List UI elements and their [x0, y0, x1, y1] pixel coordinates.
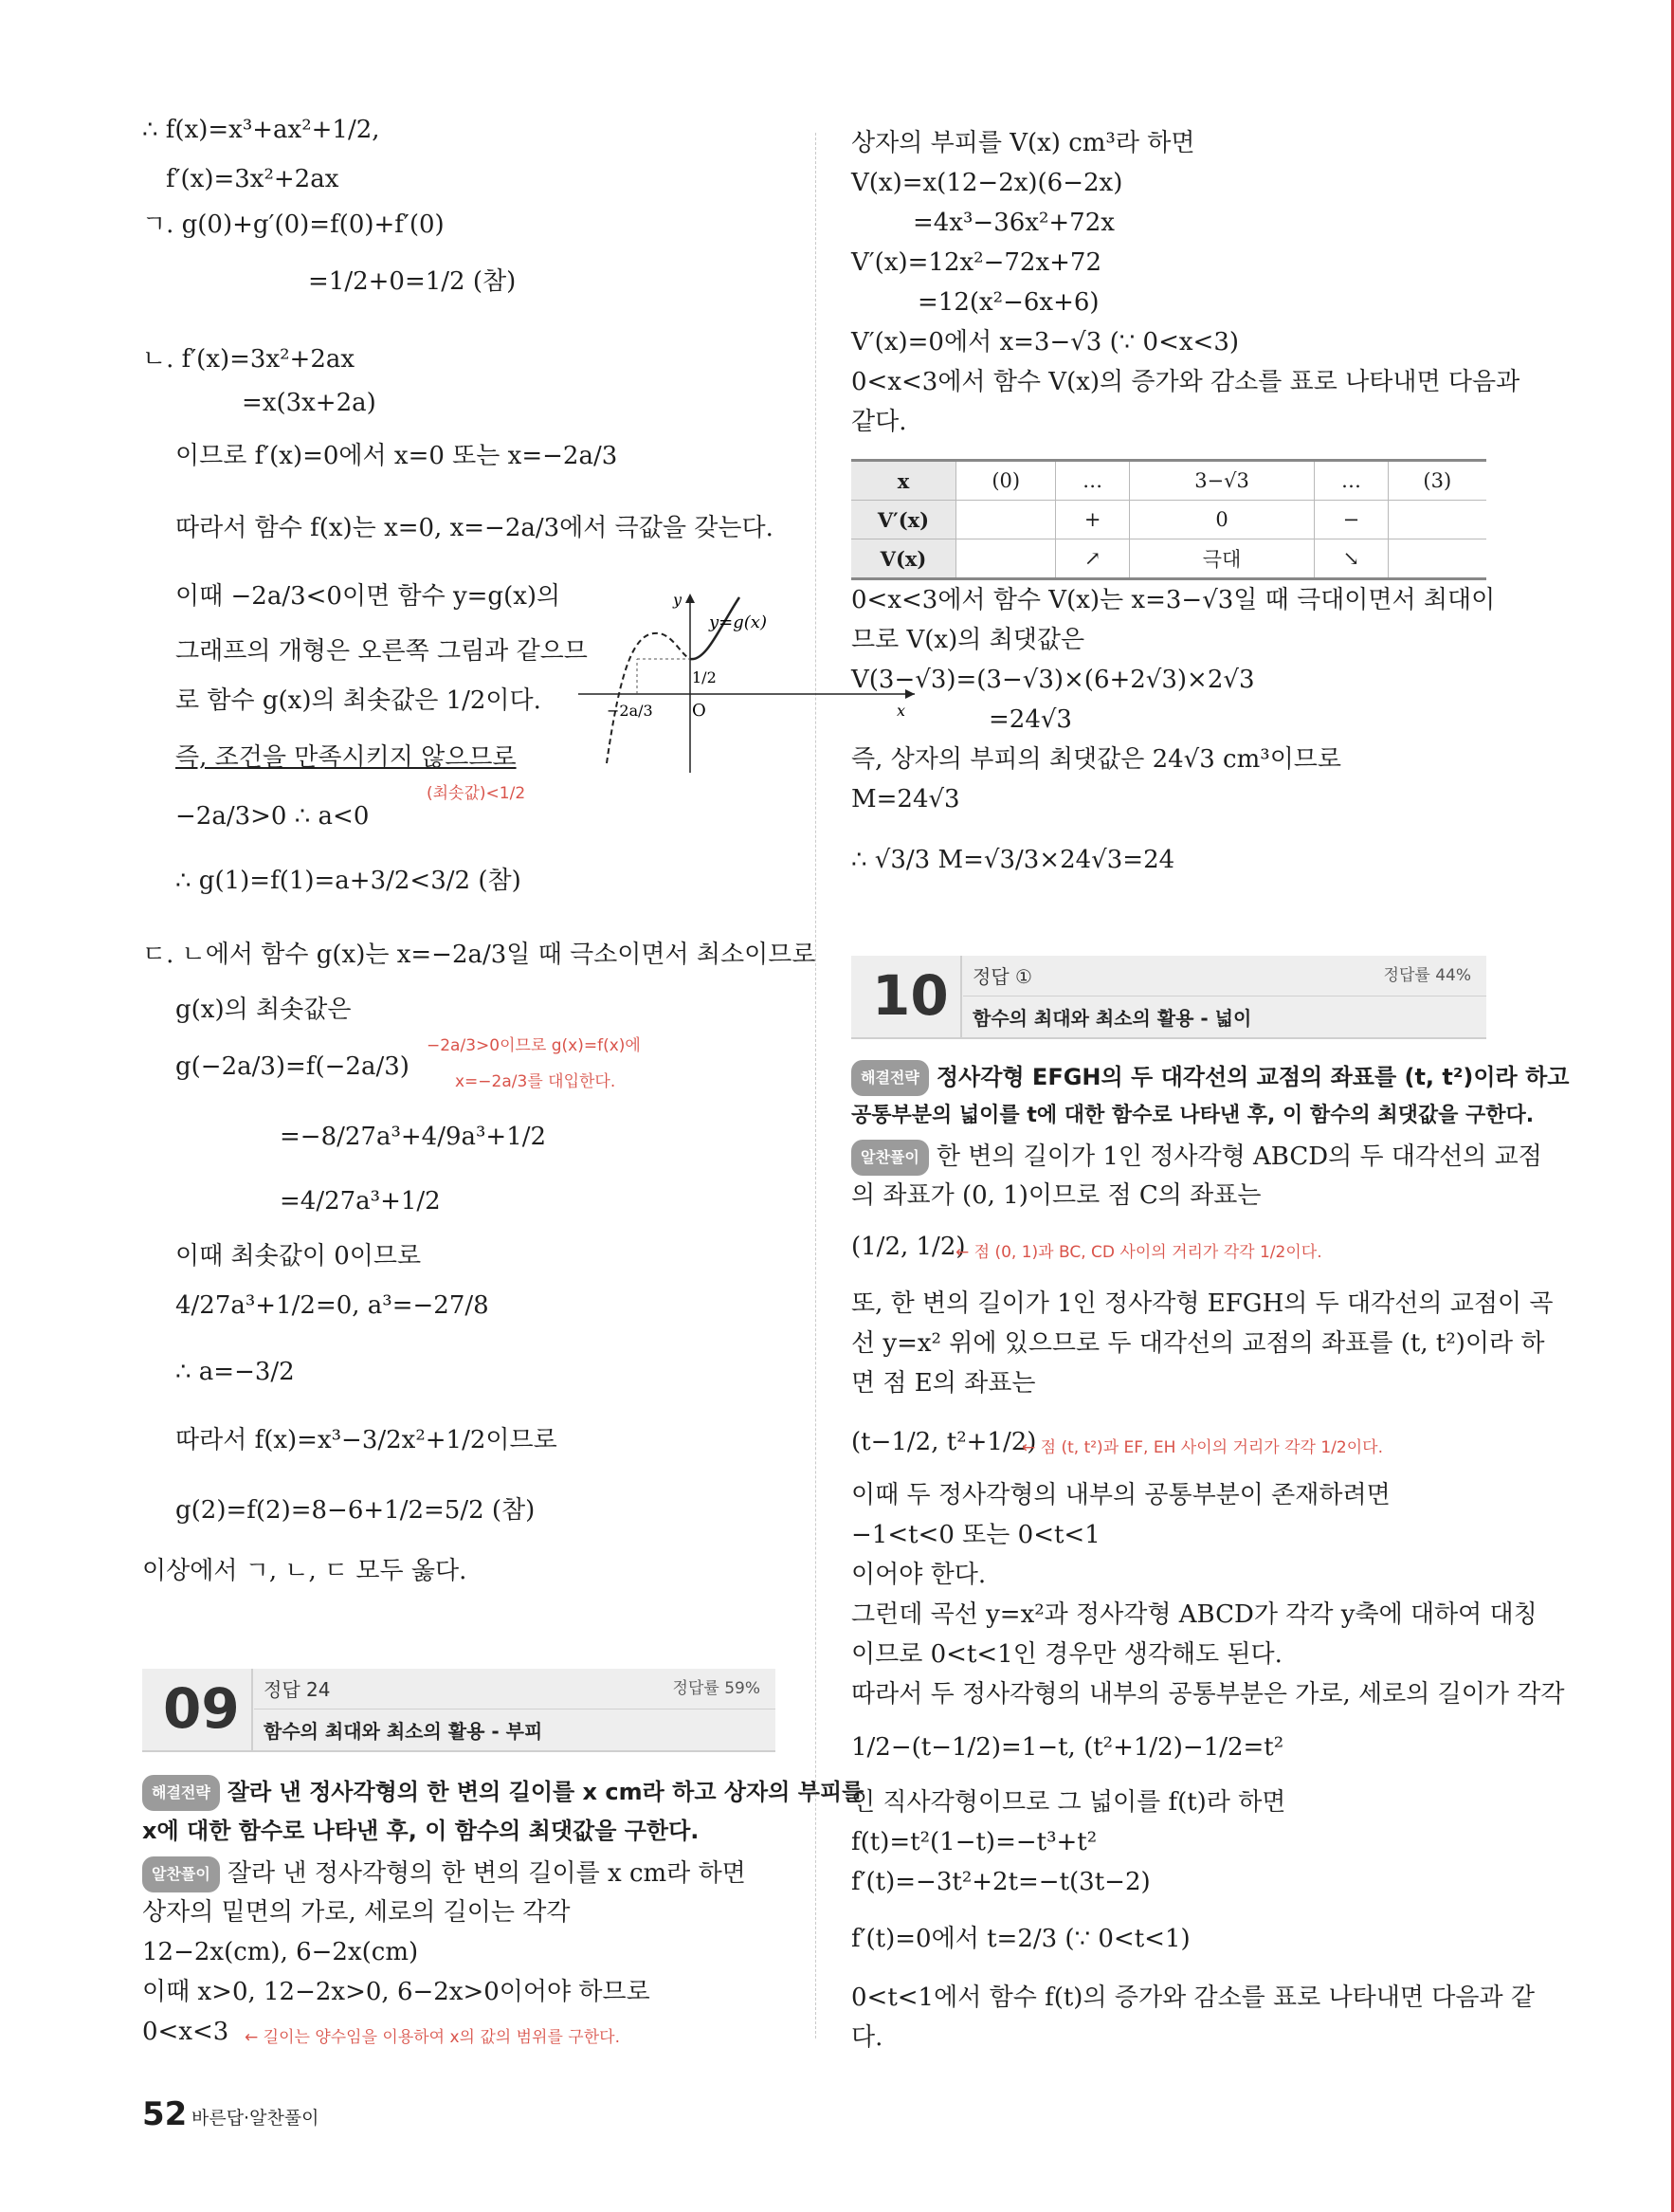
table-cell: ↗	[1056, 539, 1129, 579]
table-cell	[956, 539, 1056, 579]
text-line: 0<x<3에서 함수 V(x)의 증가와 감소를 표로 나타내면 다음과	[851, 368, 1520, 396]
table-cell: …	[1315, 461, 1388, 501]
question-10-header	[851, 956, 1486, 1039]
strategy-line: x에 대한 함수로 나타낸 후, 이 함수의 최댓값을 구한다.	[142, 1818, 700, 1844]
text-line: 즉, 상자의 부피의 최댓값은 24√3 cm³이므로	[851, 745, 1342, 774]
correct-rate: 정답률 59%	[672, 1679, 760, 1698]
text-line: V(x)=x(12−2x)(6−2x)	[851, 169, 1123, 197]
strategy-line: 공통부분의 넓이를 t에 대한 함수로 나타낸 후, 이 함수의 최댓값을 구한다.	[851, 1104, 1535, 1127]
text-line: (1/2, 1/2)	[851, 1233, 966, 1261]
graph-origin-label: O	[692, 701, 706, 721]
text-line: =1/2+0=1/2 (참)	[308, 267, 517, 296]
question-09-header	[142, 1669, 775, 1752]
text-line: 0<t<1에서 함수 f(t)의 증가와 감소를 표로 나타내면 다음과 같	[851, 1983, 1536, 2012]
text-line: M=24√3	[851, 785, 960, 814]
text-line: ∴ f(x)=x³+ax²+1/2,	[142, 116, 380, 144]
text-line: 12−2x(cm), 6−2x(cm)	[142, 1938, 419, 1966]
text-line: =x(3x+2a)	[242, 389, 376, 417]
table-cell	[1388, 501, 1486, 539]
text-line: g(2)=f(2)=8−6+1/2=5/2 (참)	[175, 1496, 536, 1525]
text-line: 이상에서 ㄱ, ㄴ, ㄷ 모두 옳다.	[142, 1557, 467, 1585]
variation-table	[851, 459, 1486, 580]
text-line: 4/27a³+1/2=0, a³=−27/8	[175, 1291, 489, 1320]
text-line: 또, 한 변의 길이가 1인 정사각형 EFGH의 두 대각선의 교점이 곡	[851, 1289, 1554, 1318]
text-line: ∴ √3/3 M=√3/3×24√3=24	[851, 846, 1175, 874]
text-line: 이때 −2a/3<0이면 함수 y=g(x)의	[175, 582, 561, 611]
table-cell	[1388, 539, 1486, 579]
table-cell: 0	[1129, 501, 1315, 539]
graph-curve-label: y=g(x)	[709, 612, 767, 632]
annotation-range: ← 길이는 양수임을 이용하여 x의 값의 범위를 구한다.	[245, 2028, 620, 2047]
text-line: 1/2−(t−1/2)=1−t, (t²+1/2)−1/2=t²	[851, 1733, 1284, 1762]
solution-badge: 알찬풀이	[851, 1140, 929, 1176]
text-line: ㄷ. ㄴ에서 함수 g(x)는 x=−2a/3일 때 극소이면서 최소이므로	[142, 941, 816, 969]
text-line: =−8/27a³+4/9a³+1/2	[280, 1123, 547, 1151]
text-line: 따라서 함수 f(x)는 x=0, x=−2a/3에서 극값을 갖는다.	[175, 514, 773, 542]
text-line: f′(x)=3x²+2ax	[166, 165, 339, 193]
text-line: ㄱ. g(0)+g′(0)=f(0)+f′(0)	[142, 210, 445, 239]
text-line: (t−1/2, t²+1/2)	[851, 1428, 1037, 1456]
text-line: 다.	[851, 2023, 883, 2052]
text-line: 이때 두 정사각형의 내부의 공통부분이 존재하려면	[851, 1481, 1391, 1509]
text-line: f′(t)=−3t²+2t=−t(3t−2)	[851, 1868, 1151, 1896]
solution-line	[851, 1140, 1542, 1176]
solution-line	[142, 1856, 746, 1892]
table-cell: V(x)	[851, 539, 956, 579]
graph-y-label: y	[673, 591, 682, 609]
footer-label: 바른답·알찬풀이	[191, 2108, 319, 2129]
text-line: 이므로 f′(x)=0에서 x=0 또는 x=−2a/3	[175, 442, 618, 470]
text-line: ∴ a=−3/2	[175, 1358, 295, 1386]
graph-neg-label: −2a/3	[607, 702, 653, 720]
graph-x-label: x	[897, 702, 906, 720]
annotation-substitute-2: x=−2a/3를 대입한다.	[455, 1072, 616, 1091]
text-line: 므로 V(x)의 최댓값은	[851, 626, 1085, 654]
correct-rate: 정답률 44%	[1383, 966, 1471, 985]
text-line: 면 점 E의 좌표는	[851, 1369, 1036, 1398]
text-line: 선 y=x² 위에 있으므로 두 대각선의 교점의 좌표를 (t, t²)이라 하	[851, 1329, 1545, 1358]
text-line: =4/27a³+1/2	[280, 1187, 441, 1216]
text-line: V′(x)=0에서 x=3−√3 (∵ 0<x<3)	[851, 328, 1240, 356]
text-line: =4x³−36x²+72x	[913, 209, 1115, 237]
text-line: 상자의 밑면의 가로, 세로의 길이는 각각	[142, 1898, 571, 1927]
topic-label: 함수의 최대와 최소의 활용 - 부피	[264, 1720, 543, 1743]
solution-text: 잘라 낸 정사각형의 한 변의 길이를 x cm라 하면	[227, 1859, 746, 1888]
text-line: f(t)=t²(1−t)=−t³+t²	[851, 1828, 1098, 1856]
text-line: 인 직사각형이므로 그 넓이를 f(t)라 하면	[851, 1788, 1286, 1817]
table-cell: (0)	[956, 461, 1056, 501]
text-line: ㄴ. f′(x)=3x²+2ax	[142, 345, 355, 374]
header-separator	[960, 956, 962, 1037]
table-row	[851, 501, 1486, 539]
text-line: 0<x<3에서 함수 V(x)는 x=3−√3일 때 극대이면서 최대이	[851, 586, 1496, 614]
text-line: 이때 x>0, 12−2x>0, 6−2x>0이어야 하므로	[142, 1978, 650, 2006]
strategy-line	[142, 1775, 864, 1811]
table-cell: V′(x)	[851, 501, 956, 539]
answer-label: 정답 24	[264, 1678, 331, 1701]
text-line: 로 함수 g(x)의 최솟값은 1/2이다.	[175, 686, 541, 715]
text-line: g(−2a/3)=f(−2a/3)	[175, 1052, 409, 1081]
text-line: 따라서 두 정사각형의 내부의 공통부분은 가로, 세로의 길이가 각각	[851, 1680, 1565, 1709]
table-cell: −	[1315, 501, 1388, 539]
table-cell: +	[1056, 501, 1129, 539]
table-cell: 3−√3	[1129, 461, 1315, 501]
question-number: 09	[163, 1676, 240, 1741]
table-cell: 극대	[1129, 539, 1315, 579]
table-cell: …	[1056, 461, 1129, 501]
text-line: −1<t<0 또는 0<t<1	[851, 1521, 1101, 1549]
annotation-point-e: ← 점 (t, t²)과 EF, EH 사이의 거리가 각각 1/2이다.	[1022, 1438, 1383, 1457]
text-line: 같다.	[851, 408, 907, 436]
annotation-substitute-1: −2a/3>0이므로 g(x)=f(x)에	[427, 1036, 641, 1055]
strategy-line	[851, 1060, 1569, 1096]
text-line: 이므로 0<t<1인 경우만 생각해도 된다.	[851, 1640, 1283, 1669]
text-line: −2a/3>0 ∴ a<0	[175, 802, 370, 831]
table-cell: (3)	[1388, 461, 1486, 501]
text-line: 상자의 부피를 V(x) cm³라 하면	[851, 129, 1195, 157]
text-line: 이어야 한다.	[851, 1561, 987, 1589]
table-row	[851, 539, 1486, 579]
text-line: 0<x<3	[142, 2018, 229, 2046]
answer-label: 정답 ①	[973, 965, 1032, 988]
strategy-text: 정사각형 EFGH의 두 대각선의 교점의 좌표를 (t, t²)이라 하고	[936, 1064, 1570, 1090]
text-line: =24√3	[989, 705, 1072, 734]
table-row	[851, 461, 1486, 501]
annotation-point-c: ← 점 (0, 1)과 BC, CD 사이의 거리가 각각 1/2이다.	[955, 1243, 1322, 1262]
text-line: f′(t)=0에서 t=2/3 (∵ 0<t<1)	[851, 1925, 1191, 1953]
text-line: 즉, 조건을 만족시키지 않으므로	[175, 743, 517, 772]
text-line: V(3−√3)=(3−√3)×(6+2√3)×2√3	[851, 666, 1255, 694]
solution-badge: 알찬풀이	[142, 1856, 220, 1892]
header-separator	[251, 1669, 253, 1750]
graph-half-label: 1/2	[692, 668, 717, 686]
text-line: 의 좌표가 (0, 1)이므로 점 C의 좌표는	[851, 1181, 1262, 1210]
strategy-badge: 해결전략	[851, 1060, 929, 1096]
annotation-min-value: (최솟값)<1/2	[427, 784, 526, 803]
text-line: 이때 최솟값이 0이므로	[175, 1242, 422, 1271]
question-number: 10	[872, 963, 949, 1028]
topic-label: 함수의 최대와 최소의 활용 - 넓이	[973, 1007, 1252, 1030]
page-number: 52	[142, 2095, 188, 2133]
text-line: =12(x²−6x+6)	[918, 288, 1100, 317]
text-line: 따라서 f(x)=x³−3/2x²+1/2이므로	[175, 1426, 557, 1454]
text-line: g(x)의 최솟값은	[175, 996, 352, 1024]
table-cell: ↘	[1315, 539, 1388, 579]
text-line: 그래프의 개형은 오른쪽 그림과 같으므	[175, 637, 588, 666]
text-line: V′(x)=12x²−72x+72	[851, 248, 1101, 277]
strategy-text: 잘라 낸 정사각형의 한 변의 길이를 x cm라 하고 상자의 부피를	[227, 1779, 864, 1805]
table-cell: x	[851, 461, 956, 501]
strategy-badge: 해결전략	[142, 1775, 220, 1811]
text-line: 그런데 곡선 y=x²과 정사각형 ABCD가 각각 y축에 대하여 대칭	[851, 1600, 1538, 1629]
column-divider	[815, 133, 816, 2038]
text-line: ∴ g(1)=f(1)=a+3/2<3/2 (참)	[175, 867, 521, 895]
table-cell	[956, 501, 1056, 539]
solution-text: 한 변의 길이가 1인 정사각형 ABCD의 두 대각선의 교점	[936, 1143, 1542, 1171]
